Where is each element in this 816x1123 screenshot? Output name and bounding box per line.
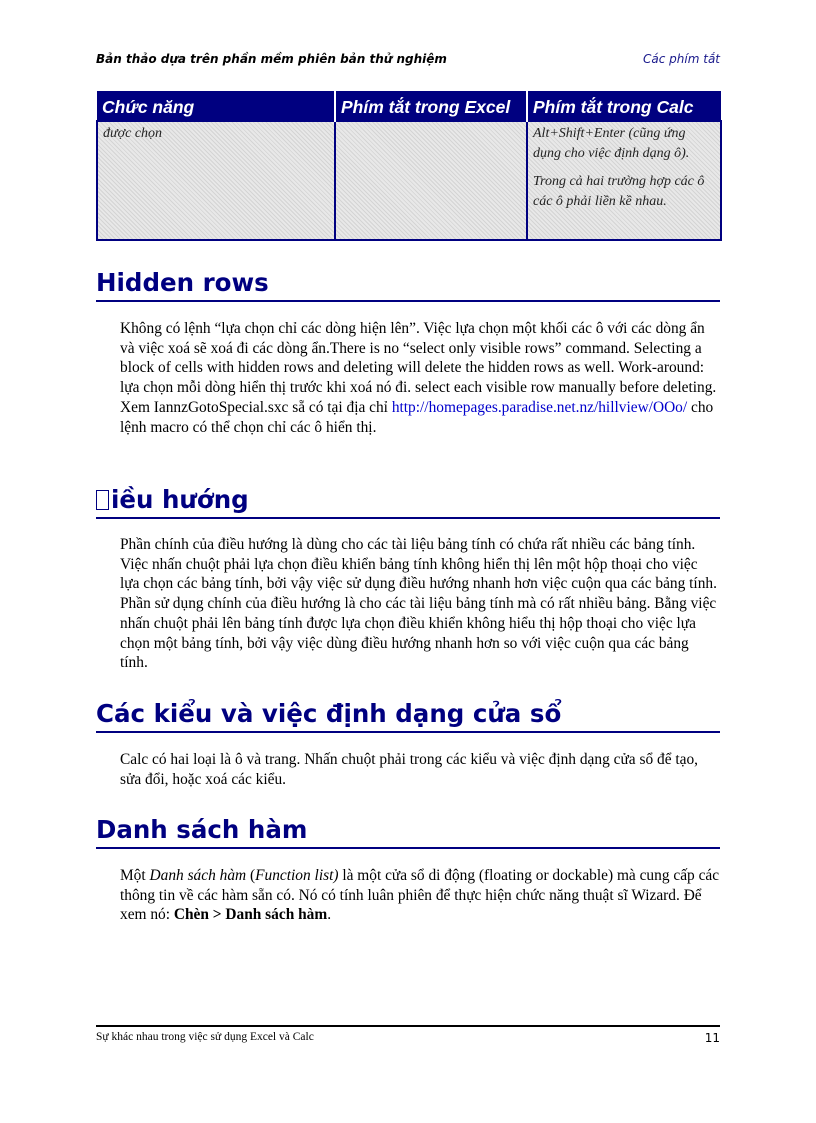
table-row xyxy=(97,121,721,240)
cell-excel xyxy=(335,121,527,240)
page-number: 11 xyxy=(704,1031,720,1045)
paragraph-styles-window: Calc có hai loại là ô và trang. Nhấn chuột phải trong các kiểu và việc định dạng cửa sổ để tạo, sửa đổi, hoặc xoá các kiểu. xyxy=(120,751,699,788)
cell-calc-text-1: Alt+Shift+Enter (cũng ứng dụng cho việc định dạng ô). xyxy=(533,126,690,161)
heading-hidden-rows: Hidden rows xyxy=(96,268,720,302)
fl-menu-path: Chèn > Danh sách hàm xyxy=(173,906,328,924)
hidden-rows-text-end: cho lệnh macro có thể chọn chỉ các ô hiển thị. xyxy=(120,398,714,436)
header-doc-status: Bản thảo dựa trên phần mềm phiên bản thử nghiệm xyxy=(96,52,447,66)
hidden-rows-text: Không có lệnh “lựa chọn chỉ các dòng hiện lên”. Việc lựa chọn một khối các ô với các dòng ẩn và việc xoá sẽ xoá đi các dòng ẩn.There is no “select only visible rows” command. Selecting a block of cells with hidden rows and deleting will delete the hidden rows as well. Work-around: lựa chọn mỗi dòng hiển thị trước khi xoá nó đi. select each visible row manually before deleting. Xem IannzGotoSpecial.sxc sẵ có tại địa chỉ xyxy=(120,320,717,416)
fl-term-italic: Danh sách hàm xyxy=(149,867,247,884)
fl-text-2: ( xyxy=(246,867,256,884)
heading-navigator-text: iều hướng xyxy=(111,485,249,514)
fl-text-4: . xyxy=(327,906,332,924)
fl-text-3: là một cửa sổ di động (floating or dockable) mà cung cấp các thông tin về các hàm sẵn có. Nó có tính luân phiên để thực hiện chức năng thuật sĩ Wizard. Để xem nó: xyxy=(120,867,720,924)
homepages-link[interactable]: http://homepages.paradise.net.nz/hillview/OOo/ xyxy=(391,398,688,416)
paragraph-hidden-rows xyxy=(120,319,720,437)
column-header-excel: Phím tắt trong Excel xyxy=(335,91,527,121)
cell-calc xyxy=(527,121,721,240)
shortcut-table xyxy=(96,91,722,241)
column-header-calc: Phím tắt trong Calc xyxy=(527,91,721,121)
heading-function-list: Danh sách hàm xyxy=(96,815,720,849)
running-header xyxy=(96,52,720,70)
footer-doc-title: Sự khác nhau trong việc sử dụng Excel và Calc xyxy=(96,1031,314,1043)
cell-calc-text-2: Trong cả hai trường hợp các ô các ô phải liền kề nhau. xyxy=(533,174,705,209)
missing-glyph-box xyxy=(96,490,109,510)
heading-navigator xyxy=(96,485,720,519)
header-chapter-title: Các phím tắt xyxy=(643,52,720,66)
column-header-function: Chức năng xyxy=(97,91,335,121)
paragraph-function-list xyxy=(120,866,720,925)
table-header-row xyxy=(97,91,721,121)
paragraph-navigator: Phần chính của điều hướng là dùng cho các tài liệu bảng tính có chứa rất nhiều các bảng tính. Việc nhấn chuột phải lựa chọn điều khiển bảng tính không hiển thị lên một hộp thoại cho việc lựa chọn các bảng tính, bởi vậy việc sử dụng điều hướng nhanh hơn việc cuộn qua các bảng tính. Phần sử dụng chính của điều hướng là cho các tài liệu bảng tính mà có rất nhiều bảng. Bằng việc nhấn chuột phải lên bảng tính được lựa chọn điều khiển không hiểu thị hộp thoại cho việc lựa chọn một bảng tính, bởi vậy việc dùng điều hướng nhanh hơn so với việc cuộn qua các bảng tính. xyxy=(120,536,717,672)
page-footer xyxy=(96,1031,720,1043)
footer-rule xyxy=(96,1025,720,1027)
heading-styles-window: Các kiểu và việc định dạng cửa sổ xyxy=(96,699,720,733)
fl-term-english: Function list) xyxy=(255,867,339,884)
fl-text-1: Một xyxy=(120,867,150,884)
cell-function: được chọn xyxy=(97,121,335,240)
